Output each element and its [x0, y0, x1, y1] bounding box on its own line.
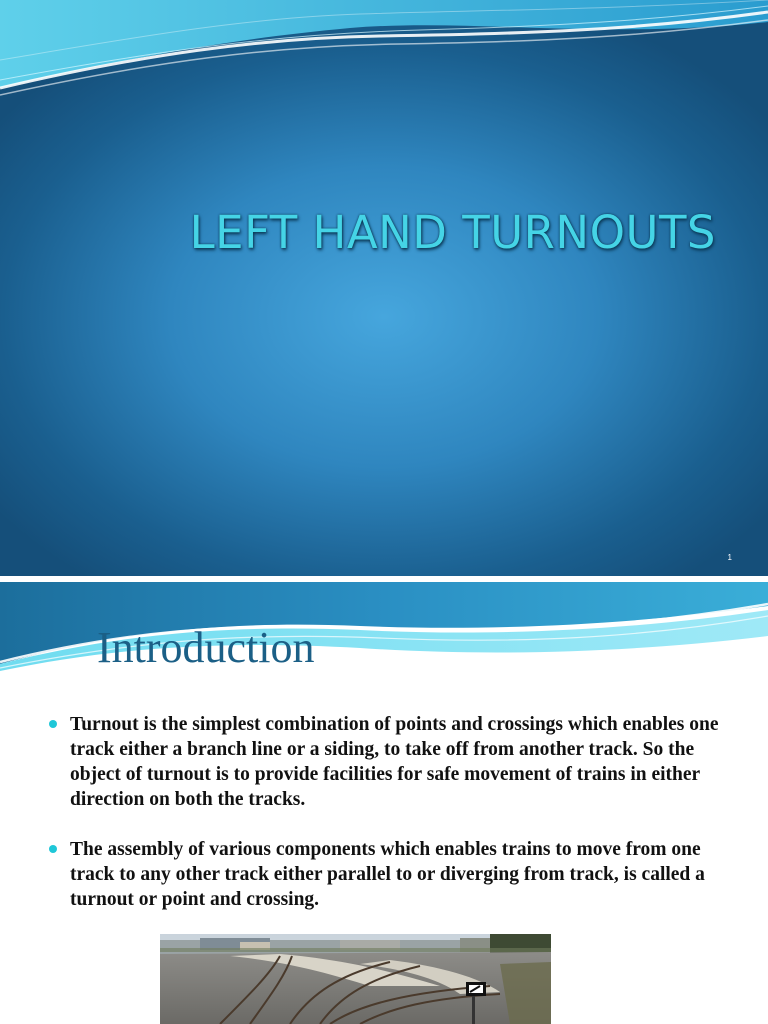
bullet-list [48, 712, 728, 937]
slide-title: LEFT HAND TURNOUTS [189, 206, 716, 259]
railway-turnout-photo [160, 934, 551, 1024]
bullet-text: The assembly of various components which enables trains to move from one track to any other track either parallel to or diverging from track, is called a turnout or point and crossing. [70, 839, 705, 910]
section-title: Introduction [97, 623, 315, 672]
page-number: 1 [727, 553, 732, 562]
bullet-item [48, 837, 728, 912]
bullet-text: Turnout is the simplest combination of points and crossings which enables one track either a branch line or a siding, to take off from another track. So the object of turnout is to provide facilities for safe movement of trains in either direction on both the tracks. [70, 714, 719, 810]
introduction-slide [0, 576, 768, 1024]
decorative-wave-header [0, 0, 768, 110]
bullet-dot-icon [49, 845, 57, 853]
bullet-dot-icon [49, 720, 57, 728]
bullet-item [48, 712, 728, 812]
